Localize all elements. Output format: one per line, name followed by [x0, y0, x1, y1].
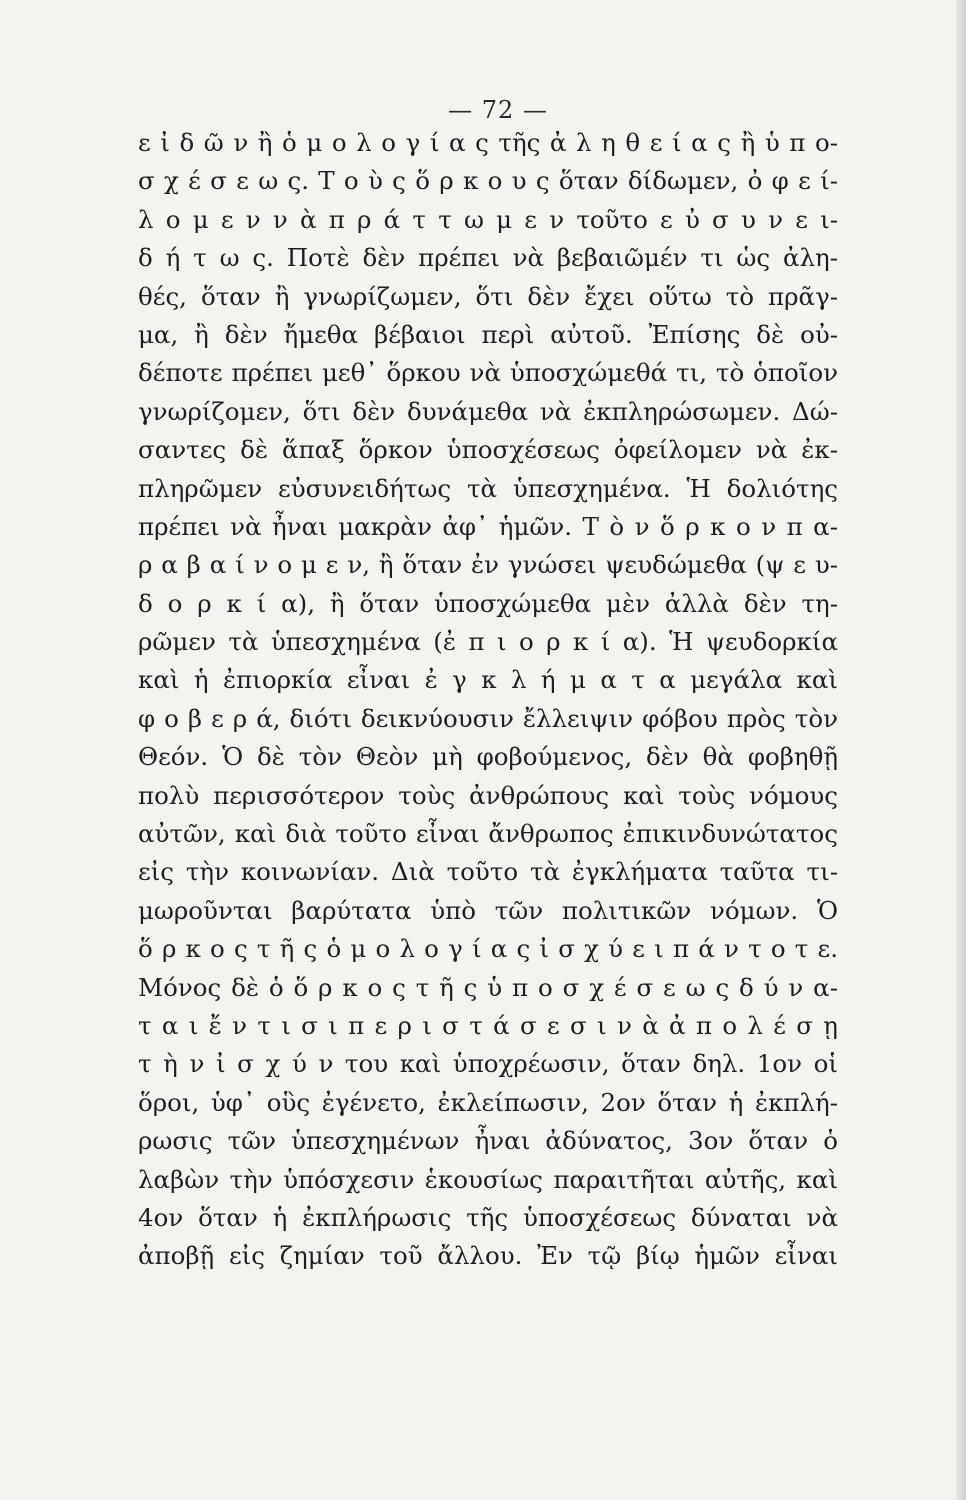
text-line: Θεόν. Ὁ δὲ τὸν Θεὸν μὴ φοβούμενος, δὲν θὰ φοβηθῇ [138, 742, 838, 772]
text-line: ἀποβῇ εἰς ζημίαν τοῦ ἄλλου. Ἐν τῷ βίῳ ἡμῶν εἶναι [138, 1241, 838, 1271]
body-text [138, 124, 838, 1276]
text-line: πολὺ περισσότερον τοὺς ἀνθρώπους καὶ τοὺς νόμους [138, 780, 838, 810]
text-line: πληρῶμεν εὐσυνειδήτως τὰ ὑπεσχημένα. Ἡ δολιότης [138, 473, 838, 503]
text-line: φ ο β ε ρ ά, διότι δεικνύουσιν ἔλλειψιν φόβου πρὸς τὸν [138, 703, 838, 733]
text-line: καὶ ἡ ἐπιορκία εἶναι ἐ γ κ λ ή μ α τ α μεγάλα καὶ [138, 665, 838, 695]
text-line: αὐτῶν, καὶ διὰ τοῦτο εἶναι ἄνθρωπος ἐπικινδυνώτατος [138, 819, 838, 849]
text-line: εἰς τὴν κοινωνίαν. Διὰ τοῦτο τὰ ἐγκλήματα ταῦτα τι- [138, 857, 838, 887]
page-number: — 72 — [448, 96, 548, 124]
text-line: λαβὼν τὴν ὑπόσχεσιν ἑκουσίως παραιτῆται αὐτῆς, καὶ [138, 1164, 838, 1194]
text-line: Μόνος δὲ ὁ ὅ ρ κ ο ς τ ῆ ς ὑ π ο σ χ έ σ ε ω ς δ ύ ν α- [138, 972, 838, 1002]
text-line: γνωρίζομεν, ὅτι δὲν δυνάμεθα νὰ ἐκπληρώσωμεν. Δώ- [138, 396, 838, 426]
page-edge [956, 0, 966, 1500]
text-line: δ ο ρ κ ί α), ἢ ὅταν ὑποσχώμεθα μὲν ἀλλὰ δὲν τη- [138, 588, 838, 618]
text-line: 4ον ὅταν ἡ ἐκπλήρωσις τῆς ὑποσχέσεως δύναται νὰ [138, 1202, 838, 1232]
text-line: τ ὴ ν ἰ σ χ ύ ν του καὶ ὑποχρέωσιν, ὅταν δηλ. 1ον οἱ [138, 1049, 838, 1079]
text-line: δέποτε πρέπει μεθ᾽ ὅρκου νὰ ὑποσχώμεθά τι, τὸ ὁποῖον [138, 358, 838, 388]
text-line: ὅ ρ κ ο ς τ ῆ ς ὁ μ ο λ ο γ ί α ς ἰ σ χ ύ ε ι π ά ν τ ο τ ε. [138, 934, 838, 964]
text-line: λ ο μ ε ν ν ὰ π ρ ά τ τ ω μ ε ν τοῦτο ε ὐ σ υ ν ε ι- [138, 204, 838, 234]
text-line: σ χ έ σ ε ω ς. Τ ο ὺ ς ὅ ρ κ ο υ ς ὅταν δίδωμεν, ὀ φ ε ί- [138, 166, 838, 196]
text-line: ρωσις τῶν ὑπεσχημένων ἦναι ἀδύνατος, 3ον ὅταν ὁ [138, 1126, 838, 1156]
text-line: μωροῦνται βαρύτατα ὑπὸ τῶν πολιτικῶν νόμων. Ὁ [138, 895, 838, 925]
text-line: πρέπει νὰ ἦναι μακρὰν ἀφ᾽ ἡμῶν. Τ ὸ ν ὅ ρ κ ο ν π α- [138, 511, 838, 541]
text-line: μα, ἢ δὲν ἤμεθα βέβαιοι περὶ αὐτοῦ. Ἐπίσης δὲ οὐ- [138, 319, 838, 349]
text-line: θές, ὅταν ἢ γνωρίζωμεν, ὅτι δὲν ἔχει οὕτω τὸ πρᾶγ- [138, 281, 838, 311]
text-line: ρῶμεν τὰ ὑπεσχημένα (ἐ π ι ο ρ κ ί α). Ἡ ψευδορκία [138, 627, 838, 657]
text-line: δ ή τ ω ς. Ποτὲ δὲν πρέπει νὰ βεβαιῶμέν τι ὡς ἀλη- [138, 243, 838, 273]
text-line: ε ἰ δ ῶ ν ἢ ὁ μ ο λ ο γ ί α ς τῆς ἀ λ η θ ε ί α ς ἢ ὑ π ο- [138, 128, 838, 157]
text-line: ὅροι, ὑφ᾽ οὓς ἐγένετο, ἐκλείπωσιν, 2ον ὅταν ἡ ἐκπλή- [138, 1087, 838, 1117]
text-line: ρ α β α ί ν ο μ ε ν, ἢ ὅταν ἐν γνώσει ψευδώμεθα (ψ ε υ- [138, 550, 838, 580]
text-line: σαντες δὲ ἅπαξ ὅρκον ὑποσχέσεως ὀφείλομεν νὰ ἐκ- [138, 435, 838, 465]
text-line: τ α ι ἔ ν τ ι σ ι π ε ρ ι σ τ ά σ ε σ ι ν ὰ ἀ π ο λ έ σ ῃ [138, 1010, 838, 1040]
